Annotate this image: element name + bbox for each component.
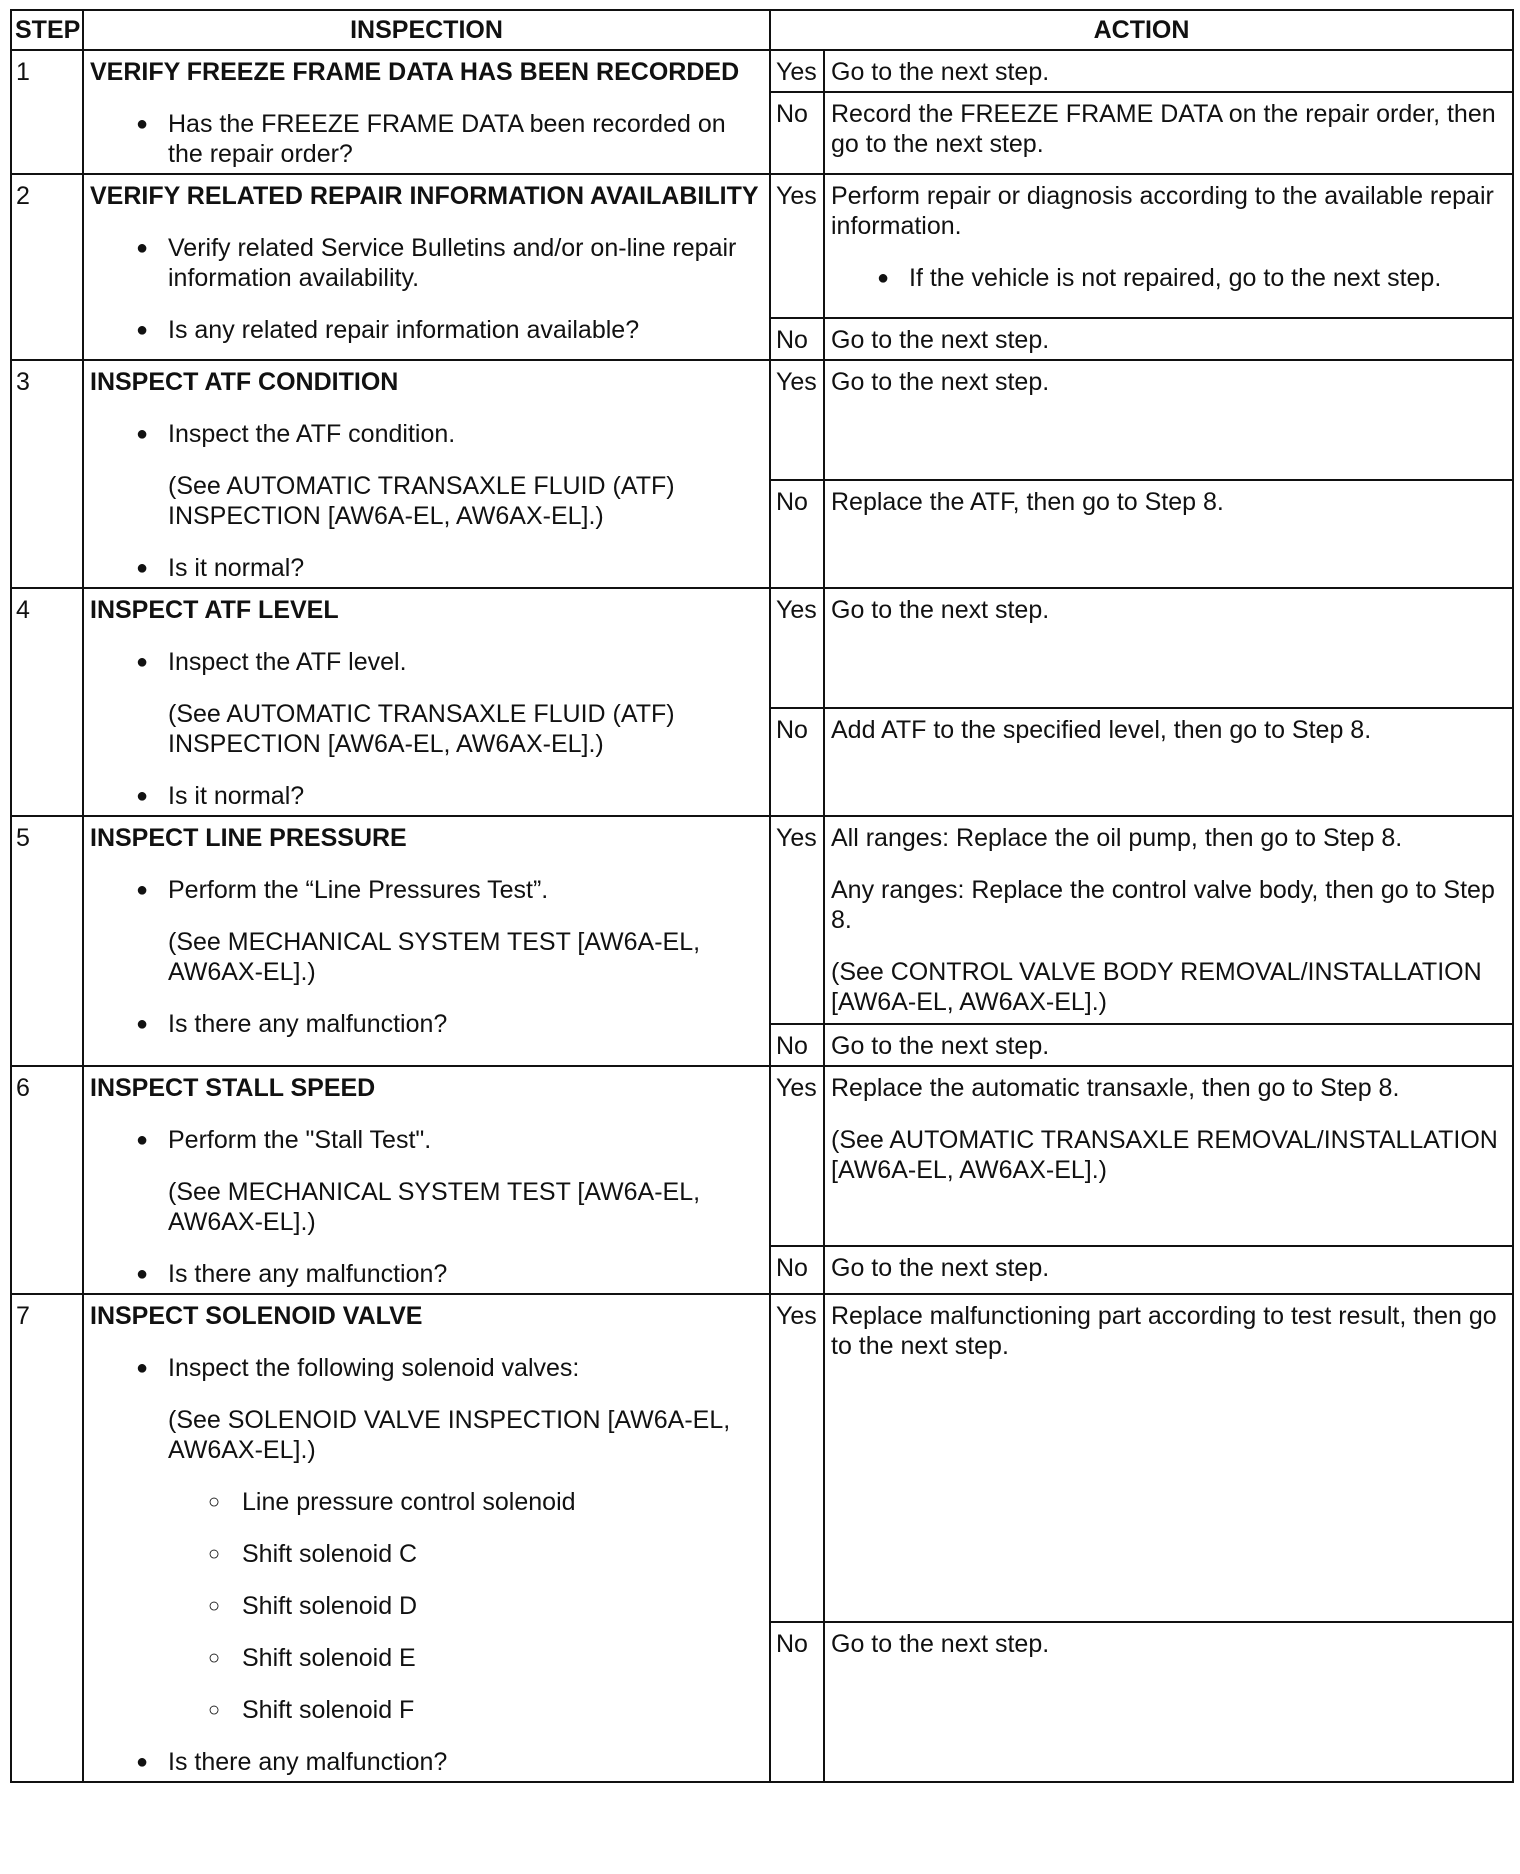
inspection-cell <box>83 174 770 360</box>
inspection-cell <box>83 1294 770 1782</box>
header-step: STEP <box>11 10 83 50</box>
header-action: ACTION <box>770 10 1513 50</box>
no-action <box>824 480 1513 588</box>
no-action <box>824 318 1513 360</box>
step-number: 5 <box>11 816 83 1066</box>
no-action <box>824 1024 1513 1066</box>
inspection-bullet: ● Inspect the following solenoid valves: <box>90 1353 763 1383</box>
yes-label: Yes <box>770 174 824 318</box>
action-bullet: ● If the vehicle is not repaired, go to the next step. <box>831 263 1506 293</box>
inspection-bullet: ● Is there any malfunction? <box>90 1259 763 1289</box>
action-text: Go to the next step. <box>831 1254 1050 1282</box>
solenoid-subitem: ○ Line pressure control solenoid <box>90 1487 763 1517</box>
no-action <box>824 1622 1513 1782</box>
inspection-bullet: ● Perform the “Line Pressures Test”. <box>90 875 763 905</box>
inspection-cell <box>83 588 770 816</box>
inspection-reference: (See MECHANICAL SYSTEM TEST [AW6A-EL, AW6AX-EL].) <box>168 928 701 986</box>
inspection-title: INSPECT ATF CONDITION <box>90 368 399 396</box>
action-text: Go to the next step. <box>831 368 1050 396</box>
yes-label: Yes <box>770 816 824 1024</box>
yes-label: Yes <box>770 588 824 708</box>
inspection-cell <box>83 816 770 1066</box>
action-reference: (See AUTOMATIC TRANSAXLE REMOVAL/INSTALLATION [AW6A-EL, AW6AX-EL].) <box>831 1126 1498 1184</box>
yes-action <box>824 1066 1513 1246</box>
solenoid-subitem: ○ Shift solenoid E <box>90 1643 763 1673</box>
yes-action <box>824 50 1513 92</box>
action-text: Replace the ATF, then go to Step 8. <box>831 488 1224 516</box>
no-action <box>824 1246 1513 1294</box>
step-number: 1 <box>11 50 83 174</box>
action-text: Go to the next step. <box>831 1630 1050 1658</box>
inspection-title: INSPECT LINE PRESSURE <box>90 824 407 852</box>
inspection-title: VERIFY FREEZE FRAME DATA HAS BEEN RECORDED <box>90 58 740 86</box>
action-reference: (See CONTROL VALVE BODY REMOVAL/INSTALLATION [AW6A-EL, AW6AX-EL].) <box>831 958 1482 1016</box>
table-header-row <box>11 10 1513 50</box>
inspection-bullet: ● Is it normal? <box>90 553 763 583</box>
yes-label: Yes <box>770 1066 824 1246</box>
yes-action <box>824 588 1513 708</box>
step-number: 6 <box>11 1066 83 1294</box>
action-text: All ranges: Replace the oil pump, then go to Step 8. <box>831 824 1403 852</box>
step-3-yes-row <box>11 360 1513 480</box>
inspection-title: VERIFY RELATED REPAIR INFORMATION AVAILABILITY <box>90 182 759 210</box>
inspection-bullet: ● Is there any malfunction? <box>90 1009 763 1039</box>
yes-action <box>824 360 1513 480</box>
diagnostic-procedure-table <box>10 9 1514 1783</box>
inspection-bullet: ● Verify related Service Bulletins and/or on-line repair information availability. <box>90 233 763 293</box>
inspection-bullet: ● Is it normal? <box>90 781 763 811</box>
inspection-reference: (See AUTOMATIC TRANSAXLE FLUID (ATF) INSPECTION [AW6A-EL, AW6AX-EL].) <box>168 700 675 758</box>
inspection-cell <box>83 50 770 174</box>
solenoid-subitem: ○ Shift solenoid C <box>90 1539 763 1569</box>
inspection-bullet: ● Is any related repair information available? <box>90 315 763 345</box>
inspection-bullet: ● Inspect the ATF condition. <box>90 419 763 449</box>
solenoid-subitem: ○ Shift solenoid D <box>90 1591 763 1621</box>
inspection-title: INSPECT SOLENOID VALVE <box>90 1302 423 1330</box>
step-6-yes-row <box>11 1066 1513 1246</box>
yes-label: Yes <box>770 1294 824 1622</box>
action-text: Go to the next step. <box>831 1032 1050 1060</box>
yes-label: Yes <box>770 360 824 480</box>
step-7-yes-row <box>11 1294 1513 1622</box>
action-text: Record the FREEZE FRAME DATA on the repair order, then go to the next step. <box>831 100 1496 158</box>
yes-action <box>824 174 1513 318</box>
inspection-reference: (See MECHANICAL SYSTEM TEST [AW6A-EL, AW6AX-EL].) <box>168 1178 701 1236</box>
inspection-cell <box>83 360 770 588</box>
action-text: Go to the next step. <box>831 596 1050 624</box>
no-label: No <box>770 1622 824 1782</box>
no-label: No <box>770 708 824 816</box>
action-text: Go to the next step. <box>831 58 1050 86</box>
step-5-yes-row <box>11 816 1513 1024</box>
inspection-title: INSPECT STALL SPEED <box>90 1074 376 1102</box>
no-label: No <box>770 1024 824 1066</box>
action-text: Replace the automatic transaxle, then go to Step 8. <box>831 1074 1400 1102</box>
inspection-title: INSPECT ATF LEVEL <box>90 596 339 624</box>
no-label: No <box>770 92 824 174</box>
header-inspection: INSPECTION <box>83 10 770 50</box>
no-action <box>824 92 1513 174</box>
step-2-yes-row <box>11 174 1513 318</box>
action-text: Add ATF to the specified level, then go to Step 8. <box>831 716 1372 744</box>
inspection-bullet: ● Inspect the ATF level. <box>90 647 763 677</box>
inspection-reference: (See SOLENOID VALVE INSPECTION [AW6A-EL, AW6AX-EL].) <box>168 1406 731 1464</box>
inspection-bullet: ● Is there any malfunction? <box>90 1747 763 1777</box>
no-action <box>824 708 1513 816</box>
yes-label: Yes <box>770 50 824 92</box>
action-text: Perform repair or diagnosis according to the available repair information. <box>831 182 1494 240</box>
action-text: Any ranges: Replace the control valve body, then go to Step 8. <box>831 876 1495 934</box>
step-number: 7 <box>11 1294 83 1782</box>
no-label: No <box>770 1246 824 1294</box>
inspection-reference: (See AUTOMATIC TRANSAXLE FLUID (ATF) INSPECTION [AW6A-EL, AW6AX-EL].) <box>168 472 675 530</box>
inspection-bullet: ● Has the FREEZE FRAME DATA been recorded on the repair order? <box>90 109 763 169</box>
inspection-bullet: ● Perform the "Stall Test". <box>90 1125 763 1155</box>
no-label: No <box>770 480 824 588</box>
action-text: Go to the next step. <box>831 326 1050 354</box>
step-number: 2 <box>11 174 83 360</box>
action-text: Replace malfunctioning part according to test result, then go to the next step. <box>831 1302 1497 1360</box>
step-number: 4 <box>11 588 83 816</box>
yes-action <box>824 1294 1513 1622</box>
step-1-yes-row <box>11 50 1513 92</box>
no-label: No <box>770 318 824 360</box>
step-4-yes-row <box>11 588 1513 708</box>
step-number: 3 <box>11 360 83 588</box>
inspection-cell <box>83 1066 770 1294</box>
solenoid-subitem: ○ Shift solenoid F <box>90 1695 763 1725</box>
yes-action <box>824 816 1513 1024</box>
